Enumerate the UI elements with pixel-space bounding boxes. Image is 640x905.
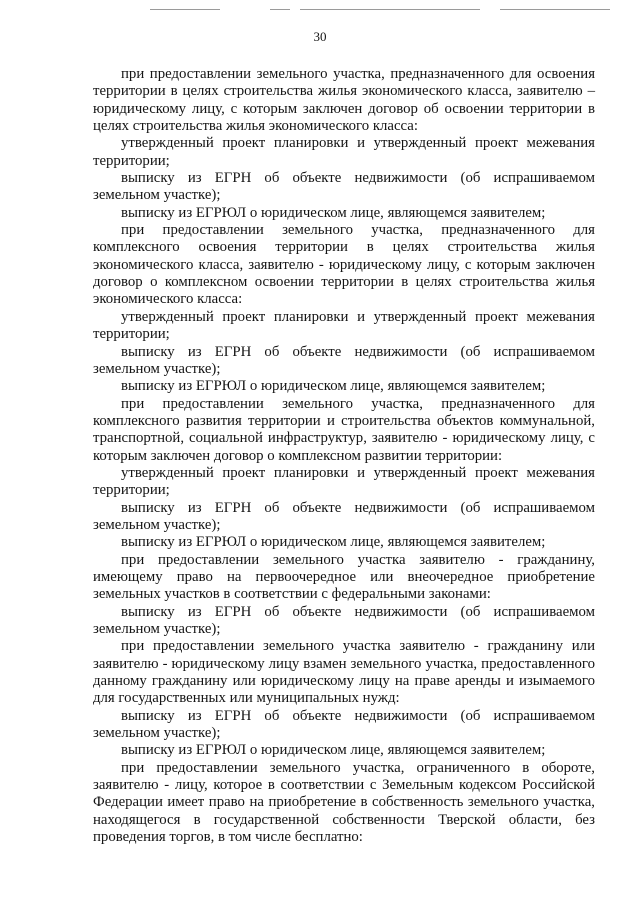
paragraph: при предоставлении земельного участка, предназначенного для комплексного освоения территории в целях строительства жилья экономического класса, заявителю - юридическому лицу, с которым заключен договор о комплексном освоении территории в целях строительства жилья экономического класса: xyxy=(93,222,595,308)
paragraph: при предоставлении земельного участка заявителю - гражданину, имеющему право на первоочередное или внеочередное приобретение земельных участков в соответствии с федеральными законами: xyxy=(93,551,595,603)
paragraph: при предоставлении земельного участка заявителю - гражданину или заявителю - юридическому лицу взамен земельного участка, предоставленного данному гражданину или юридическому лицу на праве аренды и изымаемого для государственных или муниципальных нужд: xyxy=(93,638,595,707)
paragraph: утвержденный проект планировки и утвержденный проект межевания территории; xyxy=(93,308,595,343)
paragraph: при предоставлении земельного участка, предназначенного для освоения территории в целях строительства жилья экономического класса, заявителю – юридическому лицу, с которым заключен договор об освоении территории в целях строительства жилья экономического класса: xyxy=(93,66,595,135)
paragraph: выписку из ЕГРН об объекте недвижимости (об испрашиваемом земельном участке); xyxy=(93,603,595,637)
scan-artifact xyxy=(300,9,480,10)
paragraph: выписку из ЕГРН об объекте недвижимости (об испрашиваемом земельном участке); xyxy=(93,707,595,742)
scan-artifact xyxy=(150,9,220,10)
paragraph: выписку из ЕГРЮЛ о юридическом лице, являющемся заявителем; xyxy=(121,534,546,551)
paragraph: выписку из ЕГРЮЛ о юридическом лице, являющемся заявителем; xyxy=(121,204,546,221)
paragraph: при предоставлении земельного участка, предназначенного для комплексного развития территории и строительства объектов коммунальной, транспортной, социальной инфраструктур, заявителю - юридическому лицу, с которым заключен договор о комплексном развитии территории: xyxy=(93,395,595,464)
paragraph: при предоставлении земельного участка, ограниченного в обороте, заявителю - лицу, которое в соответствии с Земельным кодексом Российской Федерации имеет право на приобретение в собственность земельного участка, находящегося в государственной собственности Тверской области, без проведения торгов, в том числе бесплатно: xyxy=(93,759,595,846)
page-number: 30 xyxy=(313,29,327,44)
paragraph: выписку из ЕГРЮЛ о юридическом лице, являющемся заявителем; xyxy=(121,378,546,395)
paragraph: выписку из ЕГРН об объекте недвижимости (об испрашиваемом земельном участке); xyxy=(93,343,595,377)
document-body xyxy=(93,66,595,846)
scan-artifact xyxy=(500,9,610,10)
paragraph: выписку из ЕГРН об объекте недвижимости (об испрашиваемом земельном участке); xyxy=(93,170,595,204)
paragraph: выписку из ЕГРЮЛ о юридическом лице, являющемся заявителем; xyxy=(121,742,546,759)
paragraph: утвержденный проект планировки и утвержденный проект межевания территории; xyxy=(93,464,595,499)
paragraph: выписку из ЕГРН об объекте недвижимости (об испрашиваемом земельном участке); xyxy=(93,499,595,533)
scan-artifact xyxy=(270,9,290,10)
paragraph: утвержденный проект планировки и утвержденный проект межевания территории; xyxy=(93,135,595,169)
